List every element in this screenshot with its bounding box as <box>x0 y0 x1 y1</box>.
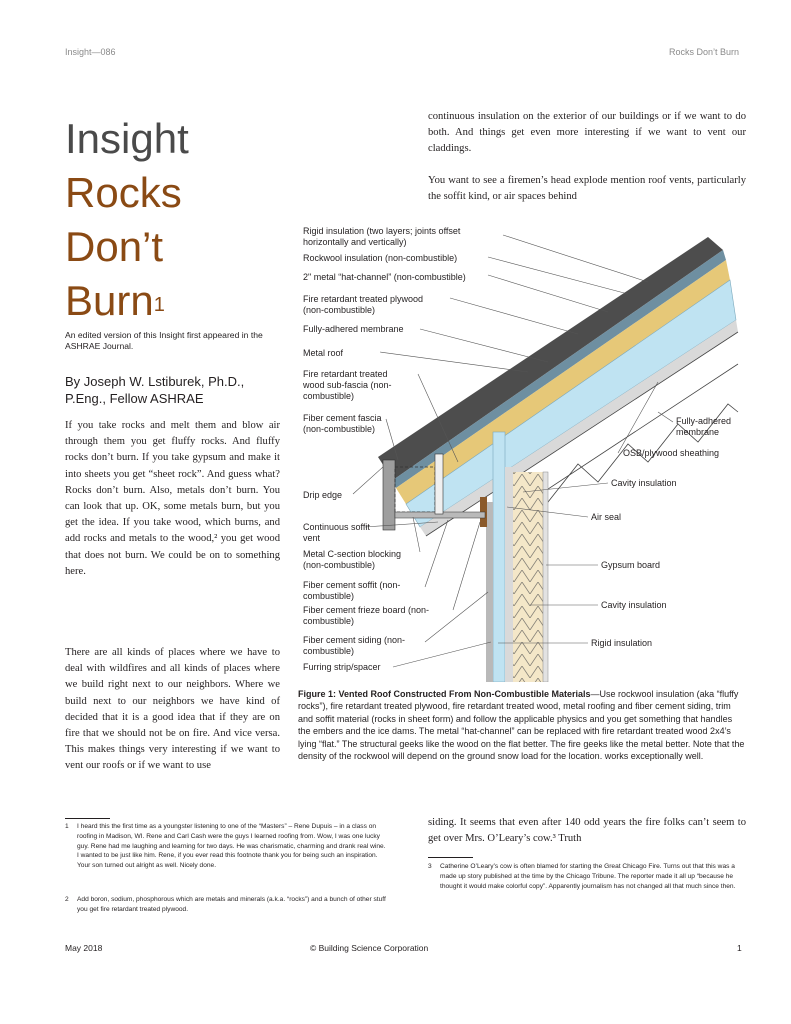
label-membrane: Fully-adhered membrane <box>303 324 404 334</box>
fiber-cement-siding <box>486 502 493 682</box>
wall-rigid-insulation <box>493 432 505 682</box>
body-paragraph-5: siding. It seems that even after 140 odd years the fire folks can’t seem to get over Mrs. O’Leary’s cow.³ Truth <box>428 817 746 845</box>
footer-copyright: © Building Science Corporation <box>310 943 429 953</box>
label-fascia-2: (non-combustible) <box>303 424 376 434</box>
label-membrane-right-2: membrane <box>676 427 720 437</box>
intro-note: An edited version of this Insight first appeared in the ASHRAE Journal. <box>65 330 263 351</box>
body-paragraph-1: If you take rocks and melt them and blow air through them you get fluffy rocks. And fluffy rocks don’t burn. If you take gypsum and make it into sheets you get “sheet rock”. And guess what? Rocks don’t burn. Also, metals don’t burn. You can look that up. OK, some metals burn, but you get the idea. If you take wood, which burns, and add rocks and metals to the wood,² you get wood that does not burn. We could be on to something here. <box>65 420 280 577</box>
footnote-2-num: 2 <box>65 896 69 903</box>
label-metal-roof: Metal roof <box>303 348 344 358</box>
label-soffit-vent-2: vent <box>303 533 321 543</box>
body-paragraph-3: continuous insulation on the exterior of our buildings or if we want to do both. And things get even more interesting if we want to vent our claddings. <box>428 111 746 155</box>
label-furring: Furring strip/spacer <box>303 662 381 672</box>
footnote-1-text: I heard this the first time as a youngster listening to one of the “Masters” – Rene Dupuis – in a class on roofing in Madison, WI. Rene and Carl Cash were the guys I learned roofing from. Wow, I was one lucky guy. Rene had me laughing and learning for two days. He was charismatic, charming and drank real wine. I wanted to be just like him. Rene, if you ever read this footnote thank you for being such an inspiration. Your son turned out alright as well. Nicely done. <box>77 823 386 870</box>
sub-fascia <box>435 454 443 514</box>
running-header-left: Insight—086 <box>65 47 116 57</box>
footnote-1-num: 1 <box>65 823 69 830</box>
title-burn-word: Burn <box>65 277 154 324</box>
label-membrane-right: Fully-adhered <box>676 416 732 426</box>
plywood-layer <box>396 260 730 504</box>
body-paragraph-2: There are all kinds of places where we have to deal with wildfires and all kinds of places where we build right next to our neighbors. Where we build next to our neighbors we have kind of decided that it is a good idea that if they are on fire that we should not be on fire. And vice versa. This makes things very interesting if we want to vent our roofs or if we want to use <box>65 647 280 772</box>
label-rigid-insulation-right: Rigid insulation <box>591 638 653 648</box>
wall-sheathing <box>505 467 513 682</box>
label-osb: OSB/plywood sheathing <box>623 448 720 458</box>
label-drip-edge: Drip edge <box>303 490 343 500</box>
title-footnote-ref: 1 <box>153 294 165 316</box>
running-header-right: Rocks Don’t Burn <box>668 47 739 57</box>
label-frieze-2: combustible) <box>303 616 355 626</box>
label-plywood: Fire retardant treated plywood <box>303 294 424 304</box>
label-soffit: Fiber cement soffit (non- <box>303 580 401 590</box>
footer-date: May 2018 <box>65 943 103 953</box>
roof-section-figure <box>298 222 753 682</box>
label-sub-fascia: Fire retardant treated <box>303 369 388 379</box>
title-line-rocks: Rocks <box>65 169 182 216</box>
wall-cavity-batt <box>513 472 543 682</box>
label-siding-2: combustible) <box>303 646 355 656</box>
footnote-3 <box>428 862 746 891</box>
label-rigid-insulation: Rigid insulation (two layers; joints offset <box>303 226 461 236</box>
footnote-2 <box>65 895 388 915</box>
figure-caption <box>298 688 746 762</box>
label-fascia: Fiber cement fascia <box>303 413 382 423</box>
title-line-dont: Don’t <box>65 223 164 270</box>
fascia <box>383 460 395 530</box>
gypsum-board <box>543 472 548 682</box>
footnote-1 <box>65 822 388 871</box>
label-blocking: Metal C-section blocking <box>303 549 402 559</box>
footnote-rule-left <box>65 818 110 819</box>
footnote-rule-right <box>428 857 473 858</box>
footnote-3-text: Catherine O’Leary’s cow is often blamed for starting the Great Chicago Fire. Turns out that this was a made up story published at the time by the Chicago Tribune. The reporter made it all up “because he thought it would make colorful copy”. Apparently journalism has not changed all that much since then. <box>440 863 736 890</box>
caption-text: —Use rockwool insulation (aka “fluffy rocks”), fire retardant treated plywood, fire retardant treated wood, metal roofing and fiber cement siding, trim and soffit material (rocks in sheet form) and follow the applicable physics and you get something that handles the embers and the ice dams. The metal “hat-channel” can be replaced with fire retardant treated wood 2x4’s lying “flat.” The structural geeks like the wood on the flat better. The fire geeks like the metal better. Note that the density of the rockwool will depend on the ground snow load for the location. works exceptionally well. <box>298 689 745 762</box>
label-hat-channel: 2" metal “hat-channel” (non-combustible) <box>303 272 466 282</box>
title-line-insight: Insight <box>65 115 189 162</box>
label-gypsum: Gypsum board <box>601 560 661 570</box>
byline: By Joseph W. Lstiburek, Ph.D., P.Eng., Fellow ASHRAE <box>65 374 245 406</box>
label-sub-fascia-2: wood sub-fascia (non- <box>303 380 392 390</box>
label-air-seal: Air seal <box>591 512 622 522</box>
footer-page-number: 1 <box>737 943 742 953</box>
label-rockwool: Rockwool insulation (non-combustible) <box>303 253 458 263</box>
label-cavity-insulation-top: Cavity insulation <box>611 478 677 488</box>
label-siding: Fiber cement siding (non- <box>303 635 406 645</box>
page-title <box>65 112 295 328</box>
body-paragraph-4: You want to see a firemen’s head explode mention roof vents, particularly the soffit kind, or air spaces behind <box>428 175 746 203</box>
caption-title: Figure 1: Vented Roof Constructed From Non-Combustible Materials <box>298 689 591 699</box>
footnote-2-text: Add boron, sodium, phosphorous which are metals and minerals (a.k.a. “rocks”) and a bunch of other stuff you get fire retardant treated plywood. <box>77 896 386 913</box>
label-soffit-2: combustible) <box>303 591 355 601</box>
label-cavity-insulation: Cavity insulation <box>601 600 667 610</box>
label-sub-fascia-3: combustible) <box>303 391 355 401</box>
label-soffit-vent: Continuous soffit <box>303 522 370 532</box>
figure-labels-right <box>591 416 731 648</box>
label-rigid-insulation-2: horizontally and vertically) <box>303 237 407 247</box>
label-frieze: Fiber cement frieze board (non- <box>303 605 430 615</box>
title-line-burn <box>65 274 295 328</box>
label-plywood-2: (non-combustible) <box>303 305 376 315</box>
footnote-3-num: 3 <box>428 863 432 870</box>
rigid-insulation-layer <box>406 280 736 527</box>
label-blocking-2: (non-combustible) <box>303 560 376 570</box>
